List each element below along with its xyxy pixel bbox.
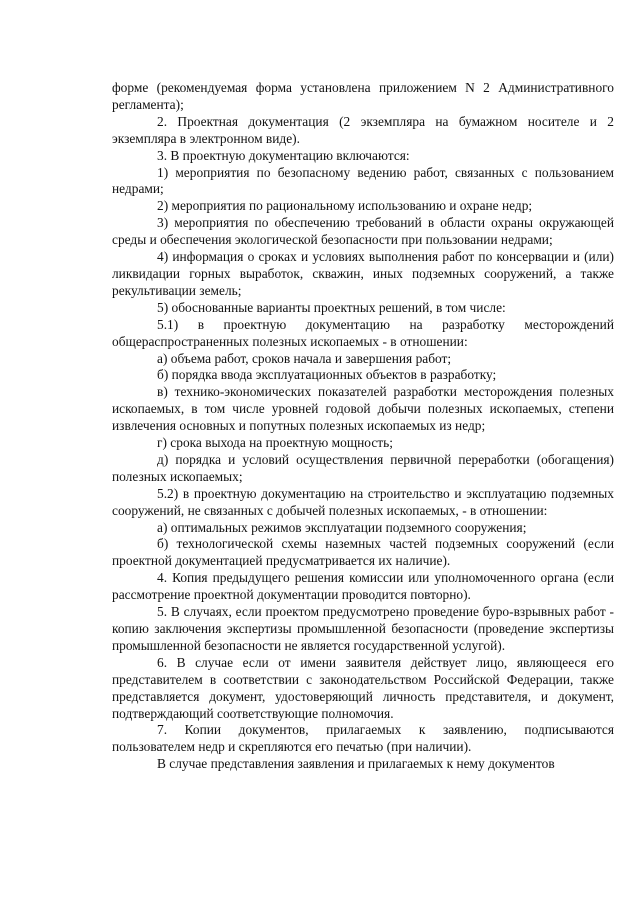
paragraph-subitem-3: 3) мероприятия по обеспечению требований в области охраны окружающей среды и обеспечения экологической безопасности при пользовании недрами; bbox=[112, 215, 614, 248]
paragraph-subitem-5-1: 5.1) в проектную документацию на разработку месторождений общераспространенных полезных ископаемых - в отношении: bbox=[112, 316, 614, 349]
paragraph-letter-b-2: б) технологической схемы наземных частей подземных сооружений (если проектной документацией предусматривается их наличие). bbox=[112, 536, 614, 569]
paragraph-item-7: 7. Копии документов, прилагаемых к заявлению, подписываются пользователем недр и скрепляются его печатью (при наличии). bbox=[112, 722, 614, 755]
paragraph-letter-a: а) объема работ, сроков начала и завершения работ; bbox=[157, 350, 452, 366]
paragraph-form-continuation: форме (рекомендуемая форма установлена приложением N 2 Административного регламента); bbox=[112, 80, 614, 112]
paragraph-subitem-2: 2) мероприятия по рациональному использованию и охране недр; bbox=[157, 198, 533, 214]
paragraph-item-3: 3. В проектную документацию включаются: bbox=[157, 147, 410, 163]
paragraph-letter-v: в) технико-экономических показателей разработки месторождения полезных ископаемых, в том числе уровней годовой добычи полезных ископаемых, степени извлечения основных и попутных полезных ископаемых из недр; bbox=[112, 384, 614, 434]
paragraph-subitem-1: 1) мероприятия по безопасному ведению работ, связанных с пользованием недрами; bbox=[112, 164, 614, 197]
paragraph-letter-a-2: а) оптимальных режимов эксплуатации подземного сооружения; bbox=[157, 519, 527, 535]
paragraph-subitem-5-2: 5.2) в проектную документацию на строительство и эксплуатацию подземных сооружений, не связанных с добычей полезных ископаемых, - в отношении: bbox=[112, 485, 614, 518]
paragraph-letter-b: б) порядка ввода эксплуатационных объектов в разработку; bbox=[157, 367, 497, 383]
paragraph-letter-g: г) срока выхода на проектную мощность; bbox=[157, 435, 393, 451]
paragraph-continuation: В случае представления заявления и прилагаемых к нему документов bbox=[157, 756, 555, 772]
paragraph-letter-d: д) порядка и условий осуществления первичной переработки (обогащения) полезных ископаемых; bbox=[112, 451, 614, 484]
document-body bbox=[112, 80, 614, 773]
paragraph-item-2: 2. Проектная документация (2 экземпляра на бумажном носителе и 2 экземпляра в электронном виде). bbox=[112, 113, 614, 146]
paragraph-item-6: 6. В случае если от имени заявителя действует лицо, являющееся его представителем в соответствии с законодательством Российской Федерации, также представляется документ, удостоверяющий личность представителя, и документ, подтверждающий соответствующие полномочия. bbox=[112, 654, 614, 721]
paragraph-item-4: 4. Копия предыдущего решения комиссии или уполномоченного органа (если рассмотрение проектной документации проводится повторно). bbox=[112, 570, 614, 603]
paragraph-subitem-4: 4) информация о сроках и условиях выполнения работ по консервации и (или) ликвидации горных выработок, скважин, иных подземных сооружений, а также рекультивации земель; bbox=[112, 249, 614, 298]
paragraph-subitem-5: 5) обоснованные варианты проектных решений, в том числе: bbox=[157, 299, 506, 315]
paragraph-item-5: 5. В случаях, если проектом предусмотрено проведение буро-взрывных работ - копию заключения экспертизы промышленной безопасности (проведение экспертизы промышленной безопасности не является государственной услугой). bbox=[112, 604, 614, 653]
